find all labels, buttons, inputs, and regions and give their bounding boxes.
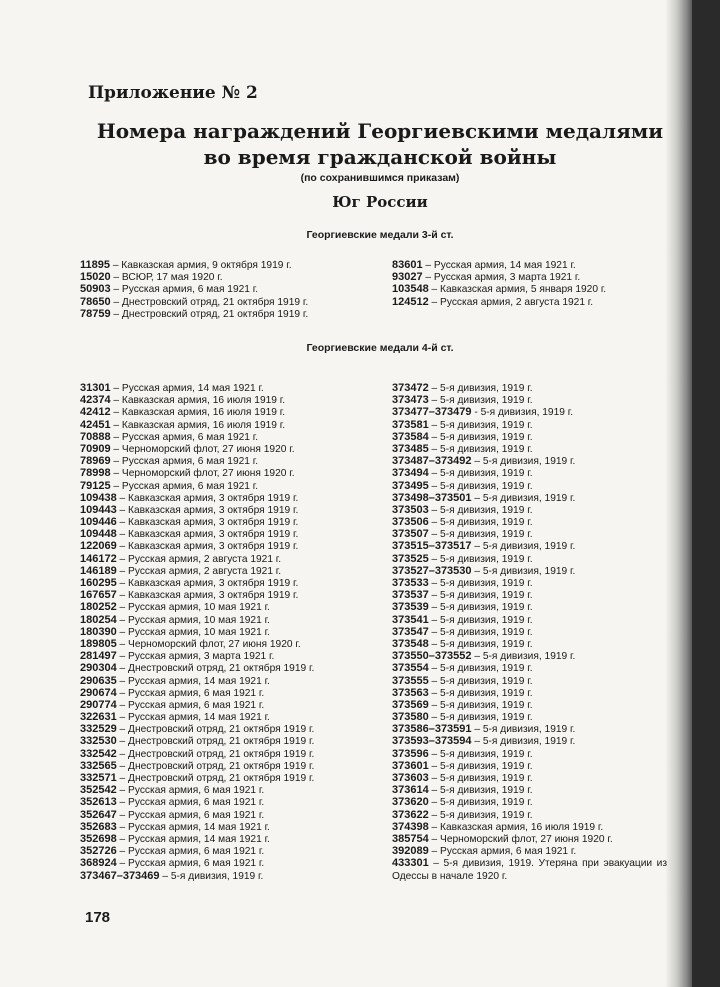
- list-item: [80, 760, 380, 772]
- award-number: 373555: [392, 674, 429, 687]
- award-details: – 5-я дивизия, 1919 г.: [428, 529, 533, 541]
- award-details: – Черноморский флот, 27 июня 1920 г.: [110, 443, 295, 455]
- award-number: 373498–373501: [392, 491, 472, 504]
- award-number: 31301: [80, 382, 111, 394]
- list-4th-class-left: [80, 382, 380, 882]
- list-item: [80, 589, 380, 601]
- award-details: – 5-я дивизия, 1919 г.: [428, 383, 533, 394]
- award-number: 373533: [392, 577, 429, 589]
- list-item: [80, 455, 380, 467]
- award-number: 78998: [80, 467, 111, 480]
- award-number: 373569: [392, 698, 429, 711]
- list-4th-class-right-items: [392, 382, 667, 857]
- list-item: [80, 650, 380, 662]
- list-item: [80, 516, 380, 528]
- list-item: [80, 833, 380, 845]
- award-number: 290774: [80, 698, 117, 711]
- list-item: [80, 565, 380, 577]
- award-details: – Черноморский флот, 27 июня 1920 г.: [116, 638, 301, 650]
- list-item: [392, 626, 667, 638]
- award-number: 93027: [392, 271, 423, 284]
- list-item: [80, 857, 380, 869]
- award-number: 373550–373552: [392, 650, 472, 663]
- award-details: – Русская армия, 10 мая 1921 г.: [116, 614, 270, 626]
- award-number: 109446: [80, 516, 117, 529]
- award-details: – Русская армия, 6 мая 1921 г.: [110, 284, 259, 296]
- list-item: [80, 675, 380, 687]
- award-number: 332529: [80, 723, 117, 736]
- award-number: 373554: [392, 662, 429, 675]
- award-details: – 5-я дивизия, 1919 г.: [428, 638, 533, 650]
- list-item: [80, 296, 380, 308]
- award-details: – Русская армия, 6 мая 1921 г.: [110, 456, 259, 468]
- award-details: – Днестровский отряд, 21 октября 1919 г.: [116, 724, 315, 736]
- award-number: 42412: [80, 406, 111, 419]
- award-number: 109443: [80, 503, 117, 516]
- award-details: – 5-я дивизия, 1919 г.: [428, 626, 533, 638]
- list-item: [392, 784, 667, 796]
- appendix-label: Приложение № 2: [88, 83, 258, 103]
- award-details: – Русская армия, 6 мая 1921 г.: [116, 785, 265, 797]
- list-item: [80, 480, 380, 492]
- award-number: 352647: [80, 808, 117, 821]
- award-number: 180390: [80, 625, 117, 638]
- list-item: [392, 283, 692, 295]
- award-number: 332565: [80, 759, 117, 772]
- award-details: – Русская армия, 6 мая 1921 г.: [110, 431, 259, 443]
- award-details: – Русская армия, 6 мая 1921 г.: [428, 846, 577, 858]
- list-item: [80, 308, 380, 320]
- award-details: – Черноморский флот, 27 июня 1920 г.: [428, 833, 613, 845]
- award-details: – 5-я дивизия, 1919 г.: [428, 578, 533, 589]
- award-details: – Кавказская армия, 16 июля 1919 г.: [428, 821, 604, 833]
- award-details: – 5-я дивизия, 1919 г.: [471, 724, 576, 736]
- list-item: [392, 687, 667, 699]
- list-3rd-class-left: [80, 259, 380, 320]
- list-item: [392, 577, 667, 589]
- award-details: – Днестровский отряд, 21 октября 1919 г.: [116, 748, 315, 760]
- list-item: [80, 662, 380, 674]
- list-item: [392, 467, 667, 479]
- list-item: [392, 480, 667, 492]
- award-number: 373477–373479: [392, 406, 472, 419]
- list-item: [392, 723, 667, 735]
- award-number: 373527–373530: [392, 564, 472, 577]
- award-number: 373541: [392, 613, 429, 626]
- award-number: 290304: [80, 662, 117, 675]
- award-details: – 5-я дивизия, 1919 г.: [428, 480, 533, 492]
- award-details: – Днестровский отряд, 21 октября 1919 г.: [110, 296, 309, 308]
- award-number: 290635: [80, 674, 117, 687]
- list-item: [80, 419, 380, 431]
- list-item: [80, 699, 380, 711]
- section-heading-4th-class: Георгиевские медали 4-й ст.: [306, 342, 454, 354]
- award-number: 167657: [80, 589, 117, 602]
- list-item: [392, 833, 667, 845]
- award-number: 124512: [392, 295, 429, 308]
- award-details: – Кавказская армия, 16 июля 1919 г.: [110, 419, 286, 431]
- award-details: – 5-я дивизия, 1919 г.: [428, 395, 533, 407]
- award-details: – Русская армия, 2 августа 1921 г.: [116, 565, 282, 577]
- award-number: 373547: [392, 625, 429, 638]
- list-item: [392, 821, 667, 833]
- list-item: [392, 711, 667, 723]
- award-number: 373473: [392, 394, 429, 407]
- list-item: [80, 553, 380, 565]
- award-number: 332571: [80, 772, 117, 784]
- award-details: – Русская армия, 14 мая 1921 г.: [110, 383, 264, 394]
- award-number: 180254: [80, 613, 117, 626]
- award-details: – Кавказская армия, 16 июля 1919 г.: [110, 407, 286, 419]
- award-number: 78969: [80, 455, 111, 468]
- list-item: [392, 455, 667, 467]
- award-details: – Кавказская армия, 3 октября 1919 г.: [116, 590, 299, 602]
- award-number: 373614: [392, 784, 429, 797]
- award-number: 373515–373517: [392, 540, 472, 553]
- award-details: – Днестровский отряд, 21 октября 1919 г.: [116, 663, 315, 675]
- list-item: [80, 492, 380, 504]
- award-number: 83601: [392, 259, 423, 271]
- award-details: – Русская армия, 2 августа 1921 г.: [428, 296, 594, 308]
- award-number: 109438: [80, 491, 117, 504]
- award-number: 352726: [80, 845, 117, 858]
- award-details: – Кавказская армия, 3 октября 1919 г.: [116, 504, 299, 516]
- award-number: 70909: [80, 442, 111, 455]
- award-details: – Русская армия, 3 марта 1921 г.: [116, 651, 275, 663]
- list-item: [392, 406, 667, 418]
- list-item: [392, 259, 692, 271]
- award-details: – Черноморский флот, 27 июня 1920 г.: [110, 468, 295, 480]
- award-details: – Русская армия, 14 мая 1921 г.: [116, 675, 270, 687]
- list-4th-class-right: [392, 382, 667, 883]
- list-item: [80, 540, 380, 552]
- list-item: [80, 406, 380, 418]
- award-details: - 5-я дивизия, 1919 г.: [471, 407, 574, 419]
- award-number: 373586–373591: [392, 723, 472, 736]
- award-number: 373467–373469: [80, 869, 160, 882]
- list-item: [392, 699, 667, 711]
- list-item: [80, 283, 380, 295]
- list-3rd-class-right: [392, 259, 692, 308]
- list-item: [392, 675, 667, 687]
- list-item: [392, 540, 667, 552]
- award-details: – 5-я дивизия, 1919 г.: [428, 602, 533, 614]
- list-item: [392, 614, 667, 626]
- award-number: 50903: [80, 283, 111, 296]
- award-details: – Русская армия, 14 мая 1921 г.: [422, 260, 576, 271]
- page-number: 178: [85, 909, 111, 926]
- award-number: 103548: [392, 283, 429, 296]
- award-number: 160295: [80, 577, 117, 589]
- award-number: 322631: [80, 711, 117, 724]
- list-item: [392, 516, 667, 528]
- award-details: – Русская армия, 6 мая 1921 г.: [116, 846, 265, 858]
- award-number: 373487–373492: [392, 455, 472, 468]
- list-item: [80, 614, 380, 626]
- award-details: – 5-я дивизия, 1919 г.: [471, 736, 576, 748]
- list-item: [392, 271, 692, 283]
- list-item: [80, 528, 380, 540]
- award-number: 392089: [392, 845, 429, 858]
- list-item: [80, 259, 380, 271]
- award-number: 122069: [80, 540, 117, 553]
- award-details: – 5-я дивизия, 1919 г.: [428, 419, 533, 431]
- award-details: – Русская армия, 10 мая 1921 г.: [116, 626, 270, 638]
- list-item: [392, 504, 667, 516]
- list-item: [80, 723, 380, 735]
- award-number: 352542: [80, 784, 117, 797]
- list-item: [392, 553, 667, 565]
- list-item: [392, 382, 667, 394]
- list-item: [80, 467, 380, 479]
- award-details: – 5-я дивизия, 1919 г.: [471, 651, 576, 663]
- award-number: 373563: [392, 686, 429, 699]
- award-details: – Русская армия, 6 мая 1921 г.: [116, 687, 265, 699]
- award-details: – 5-я дивизия, 1919 г.: [428, 443, 533, 455]
- section-heading-3rd-class: Георгиевские медали 3-й ст.: [306, 229, 454, 241]
- award-number: 373525: [392, 552, 429, 565]
- award-details: – Кавказская армия, 9 октября 1919 г.: [109, 260, 292, 271]
- award-number: 290674: [80, 686, 117, 699]
- list-item: [80, 431, 380, 443]
- award-number: 78650: [80, 295, 111, 308]
- award-number: 373472: [392, 382, 429, 394]
- award-number: 11895: [80, 259, 110, 271]
- award-details: – Днестровский отряд, 21 октября 1919 г.: [116, 736, 315, 748]
- list-item: [80, 845, 380, 857]
- award-details: – 5-я дивизия, 1919 г.: [428, 468, 533, 480]
- award-number: 373622: [392, 808, 429, 821]
- award-number: 368924: [80, 857, 117, 870]
- award-details: – Русская армия, 14 мая 1921 г.: [116, 821, 270, 833]
- list-item: [80, 504, 380, 516]
- award-details: – 5-я дивизия, 1919 г.: [428, 760, 533, 772]
- award-details: – Русская армия, 2 августа 1921 г.: [116, 553, 282, 565]
- region-heading: Юг России: [332, 193, 428, 211]
- award-number: 373548: [392, 637, 429, 650]
- list-item: [80, 626, 380, 638]
- page-title-line-2: во время гражданской войны: [203, 145, 557, 169]
- list-item: [80, 601, 380, 613]
- award-details: – 5-я дивизия, 1919 г.: [428, 590, 533, 602]
- list-item: [80, 821, 380, 833]
- list-item: [80, 687, 380, 699]
- award-details: – Кавказская армия, 3 октября 1919 г.: [116, 541, 299, 553]
- page-title-line-1: Номера награждений Георгиевскими медалями: [96, 119, 664, 143]
- award-details: – 5-я дивизия, 1919 г.: [428, 675, 533, 687]
- list-item: [80, 784, 380, 796]
- award-details: – Русская армия, 6 мая 1921 г.: [116, 699, 265, 711]
- award-number: 373601: [392, 759, 429, 772]
- award-number: 78759: [80, 307, 111, 320]
- award-details: – Днестровский отряд, 21 октября 1919 г.: [116, 760, 315, 772]
- award-details: – 5-я дивизия, 1919 г.: [428, 663, 533, 675]
- award-number: 373537: [392, 589, 429, 602]
- award-number: 42374: [80, 394, 111, 407]
- award-details: – 5-я дивизия, 1919 г.: [428, 712, 533, 724]
- page-subtitle: (по сохранившимся приказам): [300, 172, 460, 184]
- award-number: 352698: [80, 832, 117, 845]
- award-details: – 5-я дивизия, 1919 г.: [471, 565, 576, 577]
- list-item: [392, 492, 667, 504]
- list-item: [80, 809, 380, 821]
- list-item: [80, 796, 380, 808]
- list-item: [80, 443, 380, 455]
- award-number: 352683: [80, 820, 117, 833]
- award-details: – Кавказская армия, 3 октября 1919 г.: [116, 517, 299, 529]
- award-details: – 5-я дивизия, 1919 г.: [428, 553, 533, 565]
- award-details: – Кавказская армия, 16 июля 1919 г.: [110, 395, 286, 407]
- award-details: – Русская армия, 14 мая 1921 г.: [116, 833, 270, 845]
- award-details: – 5-я дивизия, 1919 г.: [471, 492, 576, 504]
- award-details: – 5-я дивизия, 1919 г.: [428, 687, 533, 699]
- list-item: [392, 565, 667, 577]
- evacuation-note: [392, 857, 667, 882]
- award-number: 373539: [392, 601, 429, 614]
- award-details: – 5-я дивизия, 1919 г.: [159, 870, 264, 882]
- award-number: 373580: [392, 711, 429, 724]
- list-item: [80, 271, 380, 283]
- award-details: – Русская армия, 6 мая 1921 г.: [116, 809, 265, 821]
- award-details: – Кавказская армия, 3 октября 1919 г.: [116, 529, 299, 541]
- award-number: 180252: [80, 601, 117, 614]
- list-item: [392, 431, 667, 443]
- list-item: [392, 796, 667, 808]
- list-item: [80, 638, 380, 650]
- award-number: 70888: [80, 430, 111, 443]
- award-number: 374398: [392, 820, 429, 833]
- award-number: 15020: [80, 271, 111, 284]
- award-details: – Днестровский отряд, 21 октября 1919 г.: [116, 773, 315, 784]
- award-details: – 5-я дивизия, 1919 г.: [428, 614, 533, 626]
- list-item: [392, 650, 667, 662]
- list-item: [392, 296, 692, 308]
- award-number: 373620: [392, 796, 429, 809]
- list-item: [392, 760, 667, 772]
- list-item: [392, 638, 667, 650]
- award-number: 332530: [80, 735, 117, 748]
- award-details: – 5-я дивизия, 1919 г.: [428, 748, 533, 760]
- award-details: – Днестровский отряд, 21 октября 1919 г.: [110, 308, 309, 320]
- award-details: – 5-я дивизия, 1919 г.: [428, 773, 533, 784]
- award-number: 373494: [392, 467, 429, 480]
- award-details: – Русская армия, 14 мая 1921 г.: [116, 712, 270, 724]
- note-number: 433301: [392, 857, 429, 870]
- list-item: [80, 577, 380, 589]
- award-number: 373596: [392, 747, 429, 760]
- award-details: – 5-я дивизия, 1919 г.: [428, 809, 533, 821]
- award-number: 42451: [80, 418, 111, 431]
- list-item: [392, 845, 667, 857]
- list-item: [80, 382, 380, 394]
- award-details: – Кавказская армия, 3 октября 1919 г.: [116, 492, 299, 504]
- list-item: [392, 772, 667, 784]
- award-number: 373503: [392, 503, 429, 516]
- award-number: 332542: [80, 747, 117, 760]
- award-details: – Русская армия, 6 мая 1921 г.: [116, 797, 265, 809]
- award-details: – 5-я дивизия, 1919 г.: [471, 456, 576, 468]
- award-number: 146172: [80, 552, 117, 565]
- award-number: 373593–373594: [392, 735, 472, 748]
- award-details: – ВСЮР, 17 мая 1920 г.: [110, 272, 223, 284]
- list-item: [392, 528, 667, 540]
- list-item: [392, 735, 667, 747]
- award-details: – 5-я дивизия, 1919 г.: [471, 541, 576, 553]
- award-number: 373506: [392, 516, 429, 529]
- award-number: 385754: [392, 832, 429, 845]
- award-number: 373507: [392, 528, 429, 541]
- award-details: – Русская армия, 10 мая 1921 г.: [116, 602, 270, 614]
- list-item: [392, 394, 667, 406]
- award-number: 189805: [80, 637, 117, 650]
- award-number: 352613: [80, 796, 117, 809]
- award-details: – 5-я дивизия, 1919 г.: [428, 699, 533, 711]
- award-details: – 5-я дивизия, 1919 г.: [428, 431, 533, 443]
- list-item: [392, 443, 667, 455]
- award-details: – Кавказская армия, 3 октября 1919 г.: [116, 578, 299, 589]
- list-item: [392, 601, 667, 613]
- award-number: 373603: [392, 772, 429, 784]
- award-number: 146189: [80, 564, 117, 577]
- list-item: [80, 711, 380, 723]
- award-number: 373584: [392, 430, 429, 443]
- award-number: 373485: [392, 442, 429, 455]
- award-details: – Русская армия, 3 марта 1921 г.: [422, 272, 581, 284]
- award-details: – 5-я дивизия, 1919 г.: [428, 517, 533, 529]
- award-number: 373581: [392, 418, 429, 431]
- list-item: [392, 748, 667, 760]
- award-details: – Кавказская армия, 5 января 1920 г.: [428, 284, 607, 296]
- award-details: – 5-я дивизия, 1919 г.: [428, 797, 533, 809]
- award-details: – 5-я дивизия, 1919 г.: [428, 785, 533, 797]
- list-item: [392, 809, 667, 821]
- list-item: [392, 589, 667, 601]
- list-item: [80, 735, 380, 747]
- list-item: [80, 748, 380, 760]
- award-details: – Русская армия, 6 мая 1921 г.: [110, 480, 259, 492]
- note-text: – 5-я дивизия, 1919. Утеряна при эвакуации из Одессы в начале 1920 г.: [392, 858, 667, 882]
- list-item: [392, 419, 667, 431]
- award-details: – 5-я дивизия, 1919 г.: [428, 504, 533, 516]
- award-details: – Русская армия, 6 мая 1921 г.: [116, 858, 265, 870]
- list-item: [392, 662, 667, 674]
- award-number: 79125: [80, 479, 111, 492]
- award-number: 281497: [80, 650, 117, 663]
- award-number: 109448: [80, 528, 117, 541]
- list-item: [80, 772, 380, 784]
- award-number: 373495: [392, 479, 429, 492]
- list-item: [80, 870, 380, 882]
- list-item: [80, 394, 380, 406]
